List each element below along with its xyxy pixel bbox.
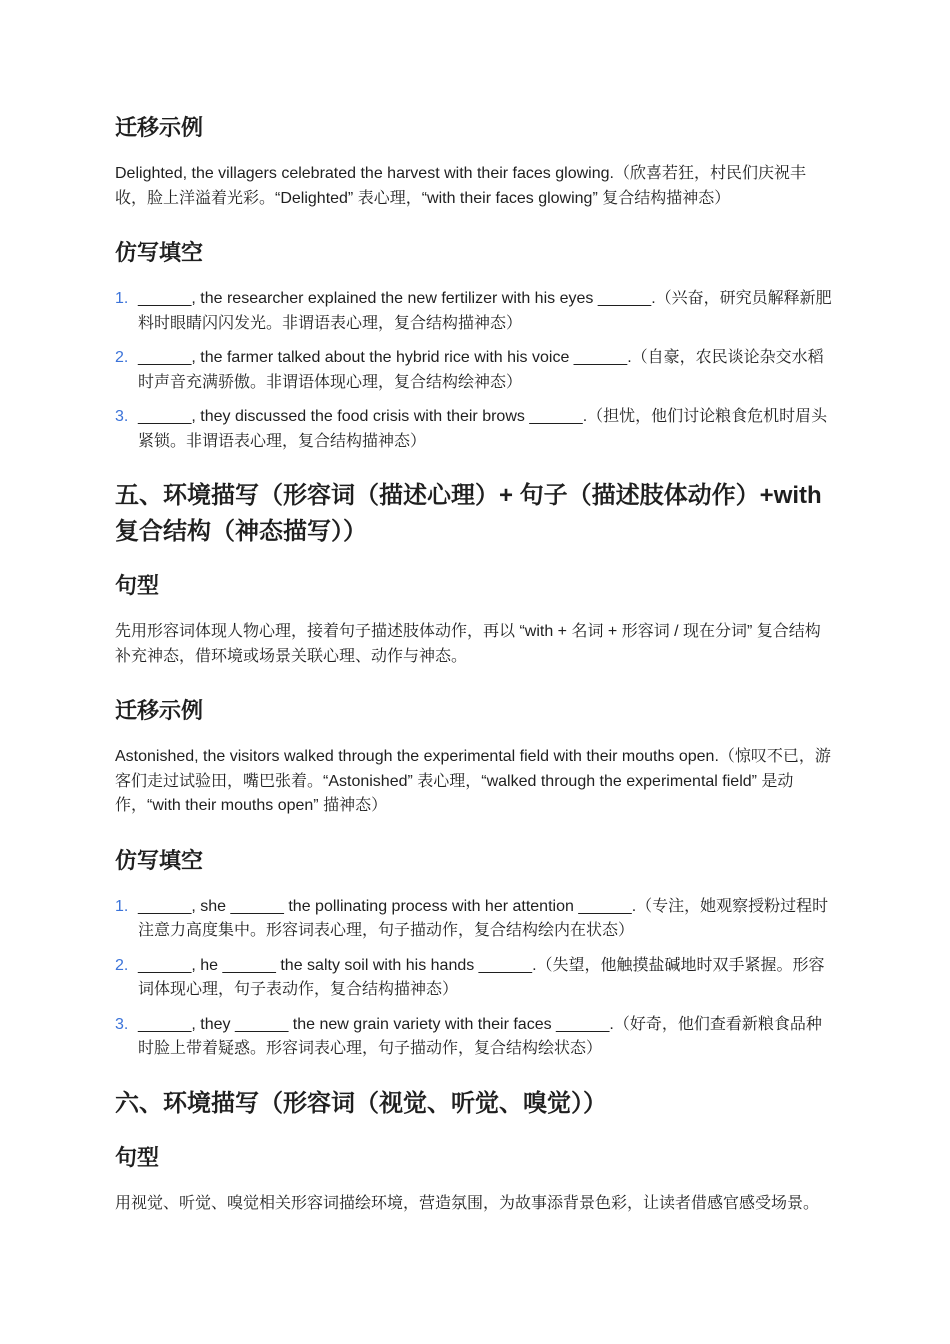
list-number: 1. <box>115 897 129 915</box>
list-number: 1. <box>115 290 129 307</box>
list-number: 3. <box>115 1015 129 1033</box>
section-six-title: 六、环境描写（形容词（视觉、听觉、嗅觉）） <box>115 1089 607 1117</box>
list-item-text: ______, he ______ the salty soil with his hands ______.（失望，他触摸盐碱地时双手紧握。形容词体现心理，句子表动作，复合结构描神态） <box>138 956 825 998</box>
list-item <box>115 954 835 1003</box>
list-number: 3. <box>115 408 129 425</box>
sentence-pattern-text: 先用形容词体现人物心理，接着句子描述肢体动作，再以 “with + 名词 + 形容词 / 现在分词” 复合结构补充神态，借环境或场景关联心理、动作与神态。 <box>115 623 821 665</box>
migration-example-text: Astonished, the visitors walked through the experimental field with their mouths open.（惊叹不已，游客们走过试验田，嘴巴张着。“Astonished” 表心理，“walked through the experimental field” 是动作，“with their mouths open” 描神态） <box>115 748 831 814</box>
section-five-title: 五、环境描写（形容词（描述心理）+ 句子（描述肢体动作）+with 复合结构（神态描写）） <box>115 482 822 545</box>
sentence-pattern-heading: 句型 <box>115 573 160 598</box>
migration-example-heading: 迁移示例 <box>115 115 204 140</box>
fill-blank-list <box>115 287 835 454</box>
list-item-text: ______, they ______ the new grain variety with their faces ______.（好奇，他们查看新粮食品种时脸上带着疑惑。形容词表心理，句子描动作，复合结构绘状态） <box>138 1015 822 1057</box>
list-item-text: ______, the researcher explained the new fertilizer with his eyes ______.（兴奋，研究员解释新肥料时眼睛闪闪发光。非谓语表心理，复合结构描神态） <box>138 290 832 332</box>
list-item <box>115 405 835 454</box>
list-item-text: ______, she ______ the pollinating process with her attention ______.（专注，她观察授粉过程时注意力高度集中。形容词表心理，句子描动作，复合结构绘内在状态） <box>138 897 829 939</box>
migration-example-heading: 迁移示例 <box>115 698 204 723</box>
list-item <box>115 895 835 944</box>
list-item <box>115 287 835 336</box>
document-page <box>115 110 835 1240</box>
list-number: 2. <box>115 956 129 974</box>
list-item <box>115 346 835 395</box>
list-item <box>115 1013 835 1062</box>
list-item-text: ______, the farmer talked about the hybrid rice with his voice ______.（自豪，农民谈论杂交水稻时声音充满骄傲。非谓语体现心理，复合结构绘神态） <box>138 349 824 391</box>
fill-blank-list <box>115 895 835 1062</box>
list-item-text: ______, they discussed the food crisis with their brows ______.（担忧，他们讨论粮食危机时眉头紧锁。非谓语表心理，复合结构描神态） <box>138 408 828 450</box>
list-number: 2. <box>115 349 129 366</box>
sentence-pattern-heading: 句型 <box>115 1144 160 1170</box>
fill-blank-heading: 仿写填空 <box>115 240 204 265</box>
fill-blank-heading: 仿写填空 <box>115 847 204 873</box>
migration-example-text: Delighted, the villagers celebrated the harvest with their faces glowing.（欣喜若狂，村民们庆祝丰收，脸上洋溢着光彩。“Delighted” 表心理，“with their faces glowing” 复合结构描神态） <box>115 165 806 207</box>
sentence-pattern-text: 用视觉、听觉、嗅觉相关形容词描绘环境，营造氛围，为故事添背景色彩，让读者借感官感受场景。 <box>115 1194 820 1212</box>
